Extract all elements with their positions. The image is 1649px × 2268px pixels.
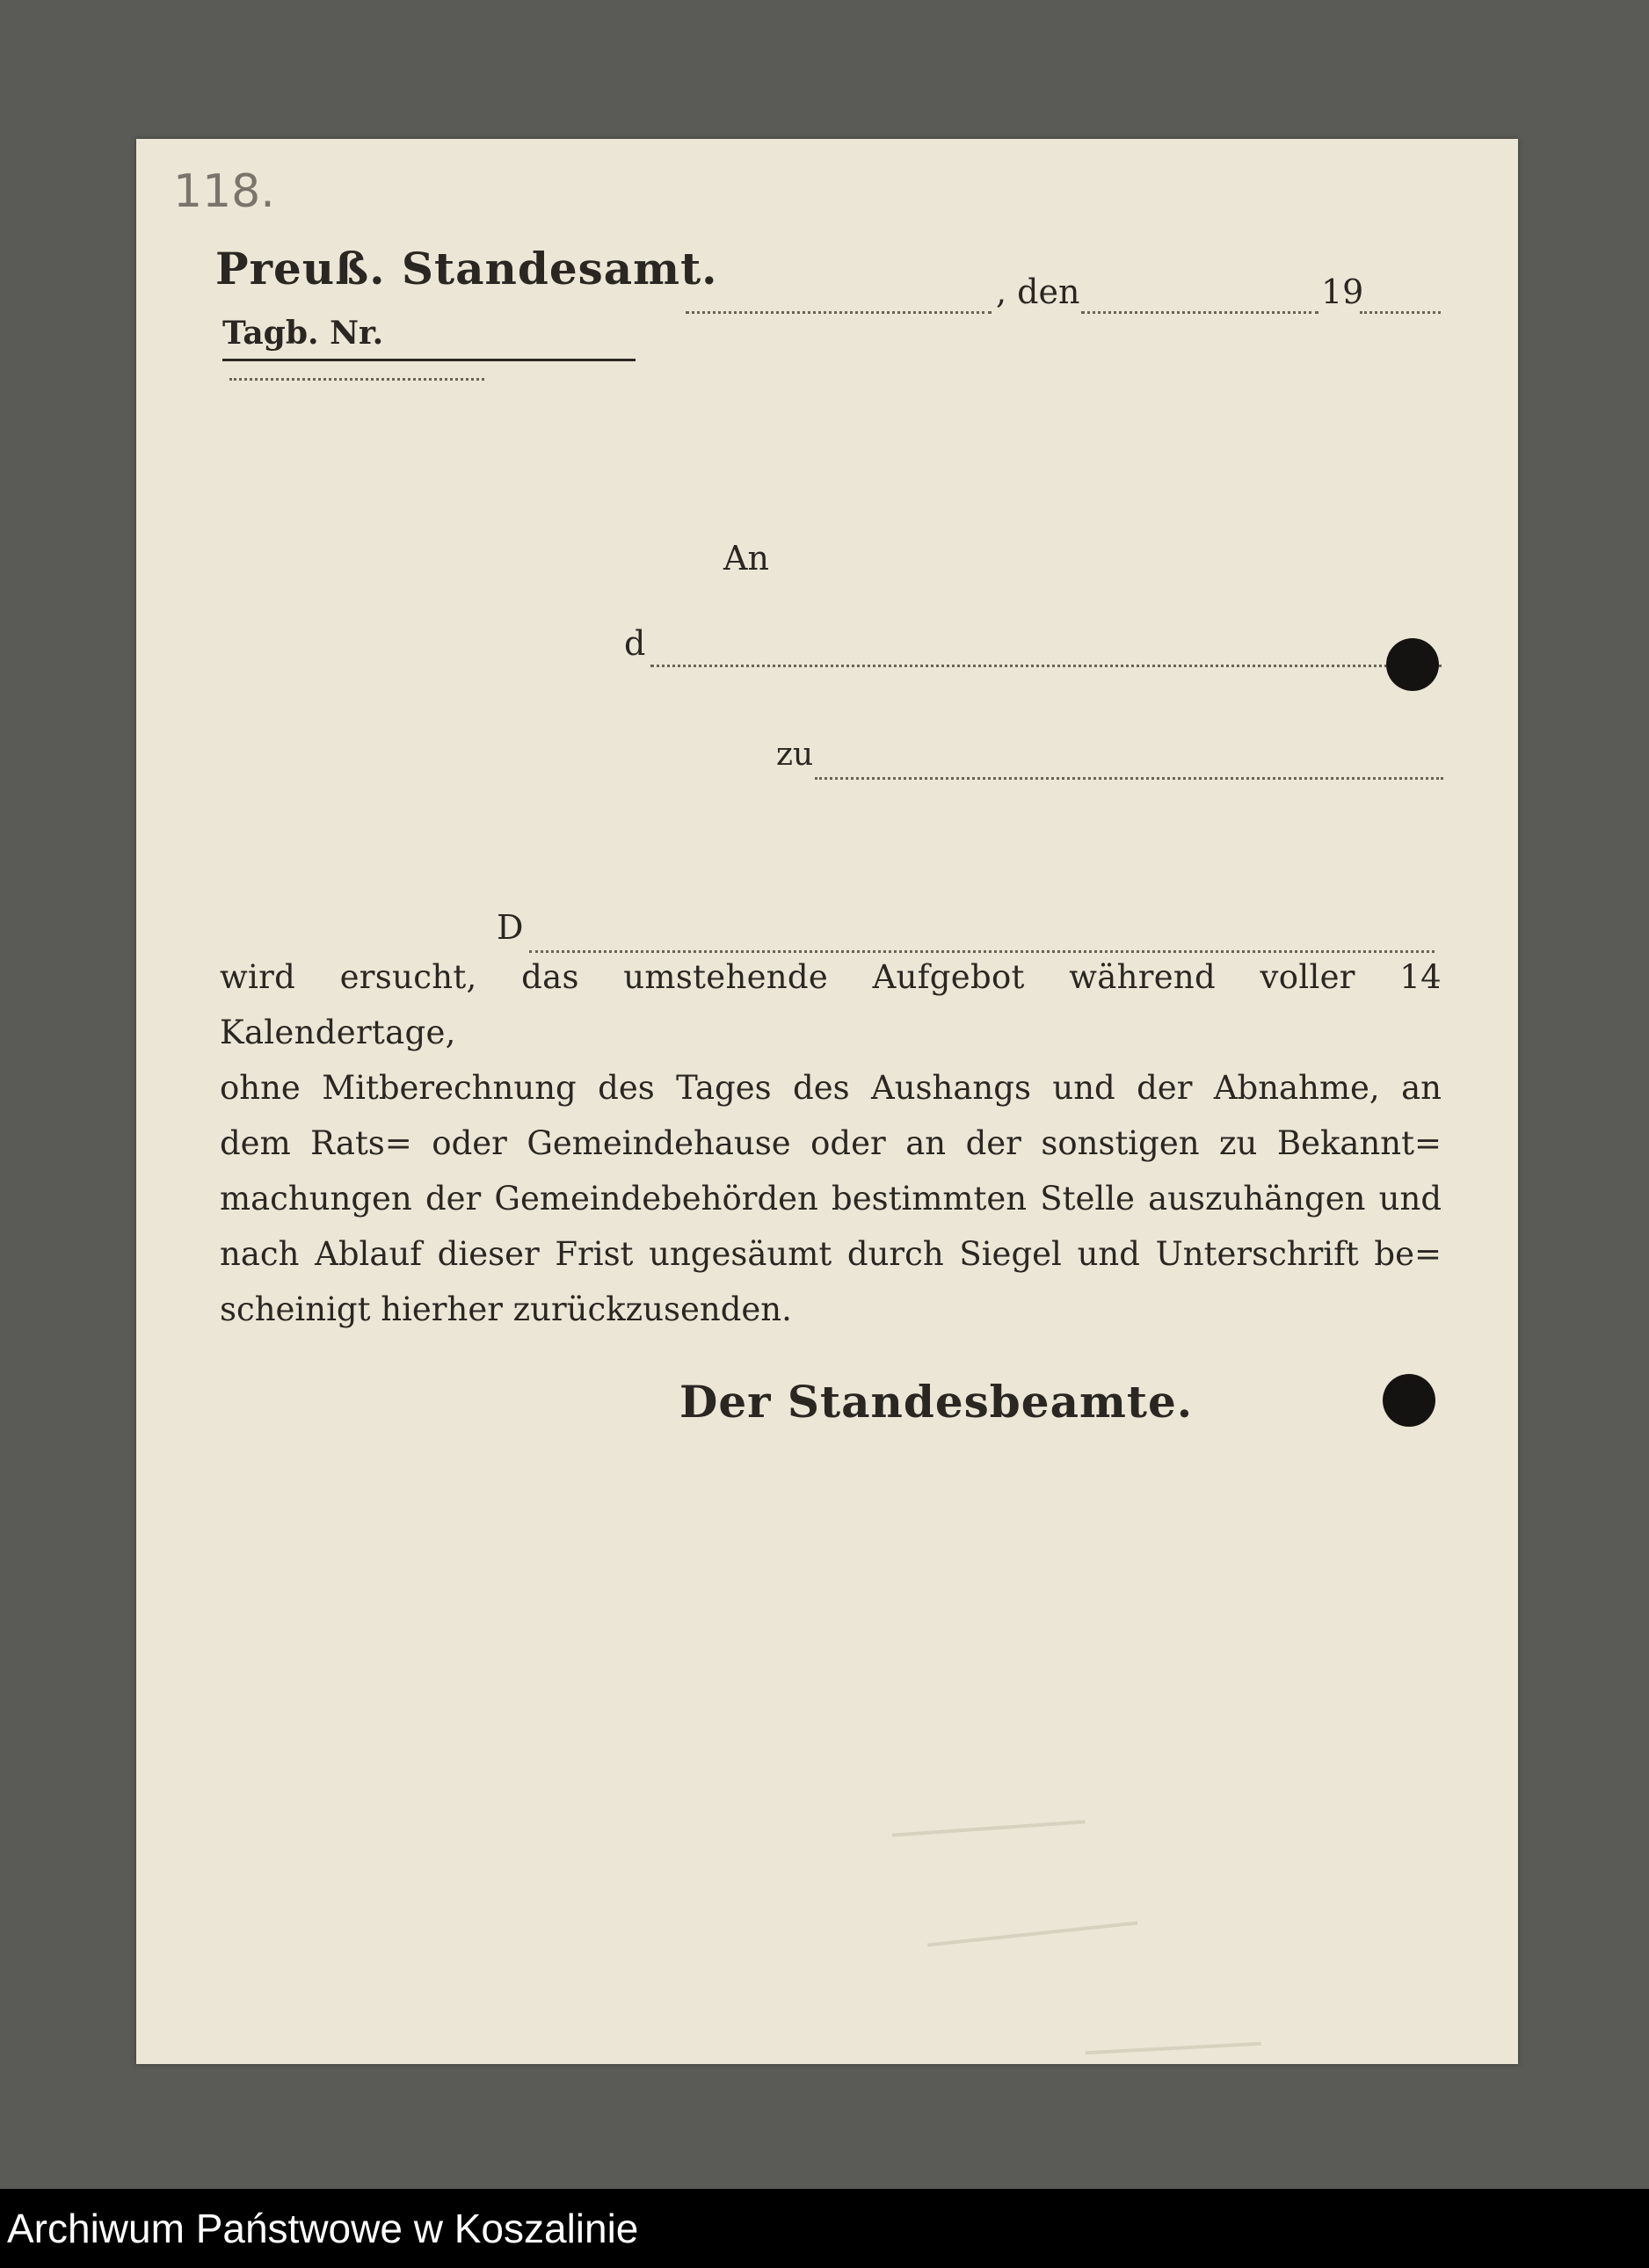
request-text-line: dem Rats= oder Gemeindehause oder an der sonstigen zu Bekannt= <box>220 1124 1442 1162</box>
request-text <box>220 949 1442 1337</box>
archive-name: Archiwum Państwowe w Koszalinie <box>7 2206 639 2251</box>
request-text-line: ohne Mitberechnung des Tages des Aushangs und der Abnahme, an <box>220 1069 1442 1107</box>
journal-number-line <box>229 352 484 381</box>
request-text-line: scheinigt hierher zurückzusenden. <box>220 1290 792 1328</box>
date-year: 19 <box>1321 273 1364 311</box>
journal-label: Tagb. Nr. <box>222 315 384 352</box>
request-text-line: machungen der Gemeindebehörden bestimmten Stelle auszuhängen und <box>220 1180 1442 1218</box>
request-text-line: wird ersucht, das umstehende Aufgebot während voller 14 Kalendertage, <box>220 958 1442 1051</box>
location-line <box>815 761 1443 780</box>
place-line <box>686 295 992 314</box>
request-text-line: nach Ablauf dieser Frist ungesäumt durch Siegel und Unterschrift be= <box>220 1235 1442 1273</box>
archive-footer <box>0 2189 1649 2268</box>
location-prefix: zu <box>776 737 814 773</box>
date-line <box>1081 295 1318 314</box>
subject-prefix: D <box>497 908 524 947</box>
journal-number-label <box>222 315 636 361</box>
punch-hole-top <box>1386 638 1439 691</box>
date-den-label: , den <box>996 273 1080 311</box>
signature-title: Der Standesbeamte. <box>679 1376 1194 1428</box>
archive-number: 118. <box>173 165 275 218</box>
punch-hole-bottom <box>1383 1374 1435 1427</box>
office-title: Preuß. Standesamt. <box>215 243 718 294</box>
addressee-prefix: d <box>624 624 646 663</box>
to-label: An <box>723 539 769 578</box>
bleed-through-marks <box>558 1704 1349 2073</box>
addressee-line <box>650 649 1442 667</box>
date-year-line <box>1360 295 1441 314</box>
